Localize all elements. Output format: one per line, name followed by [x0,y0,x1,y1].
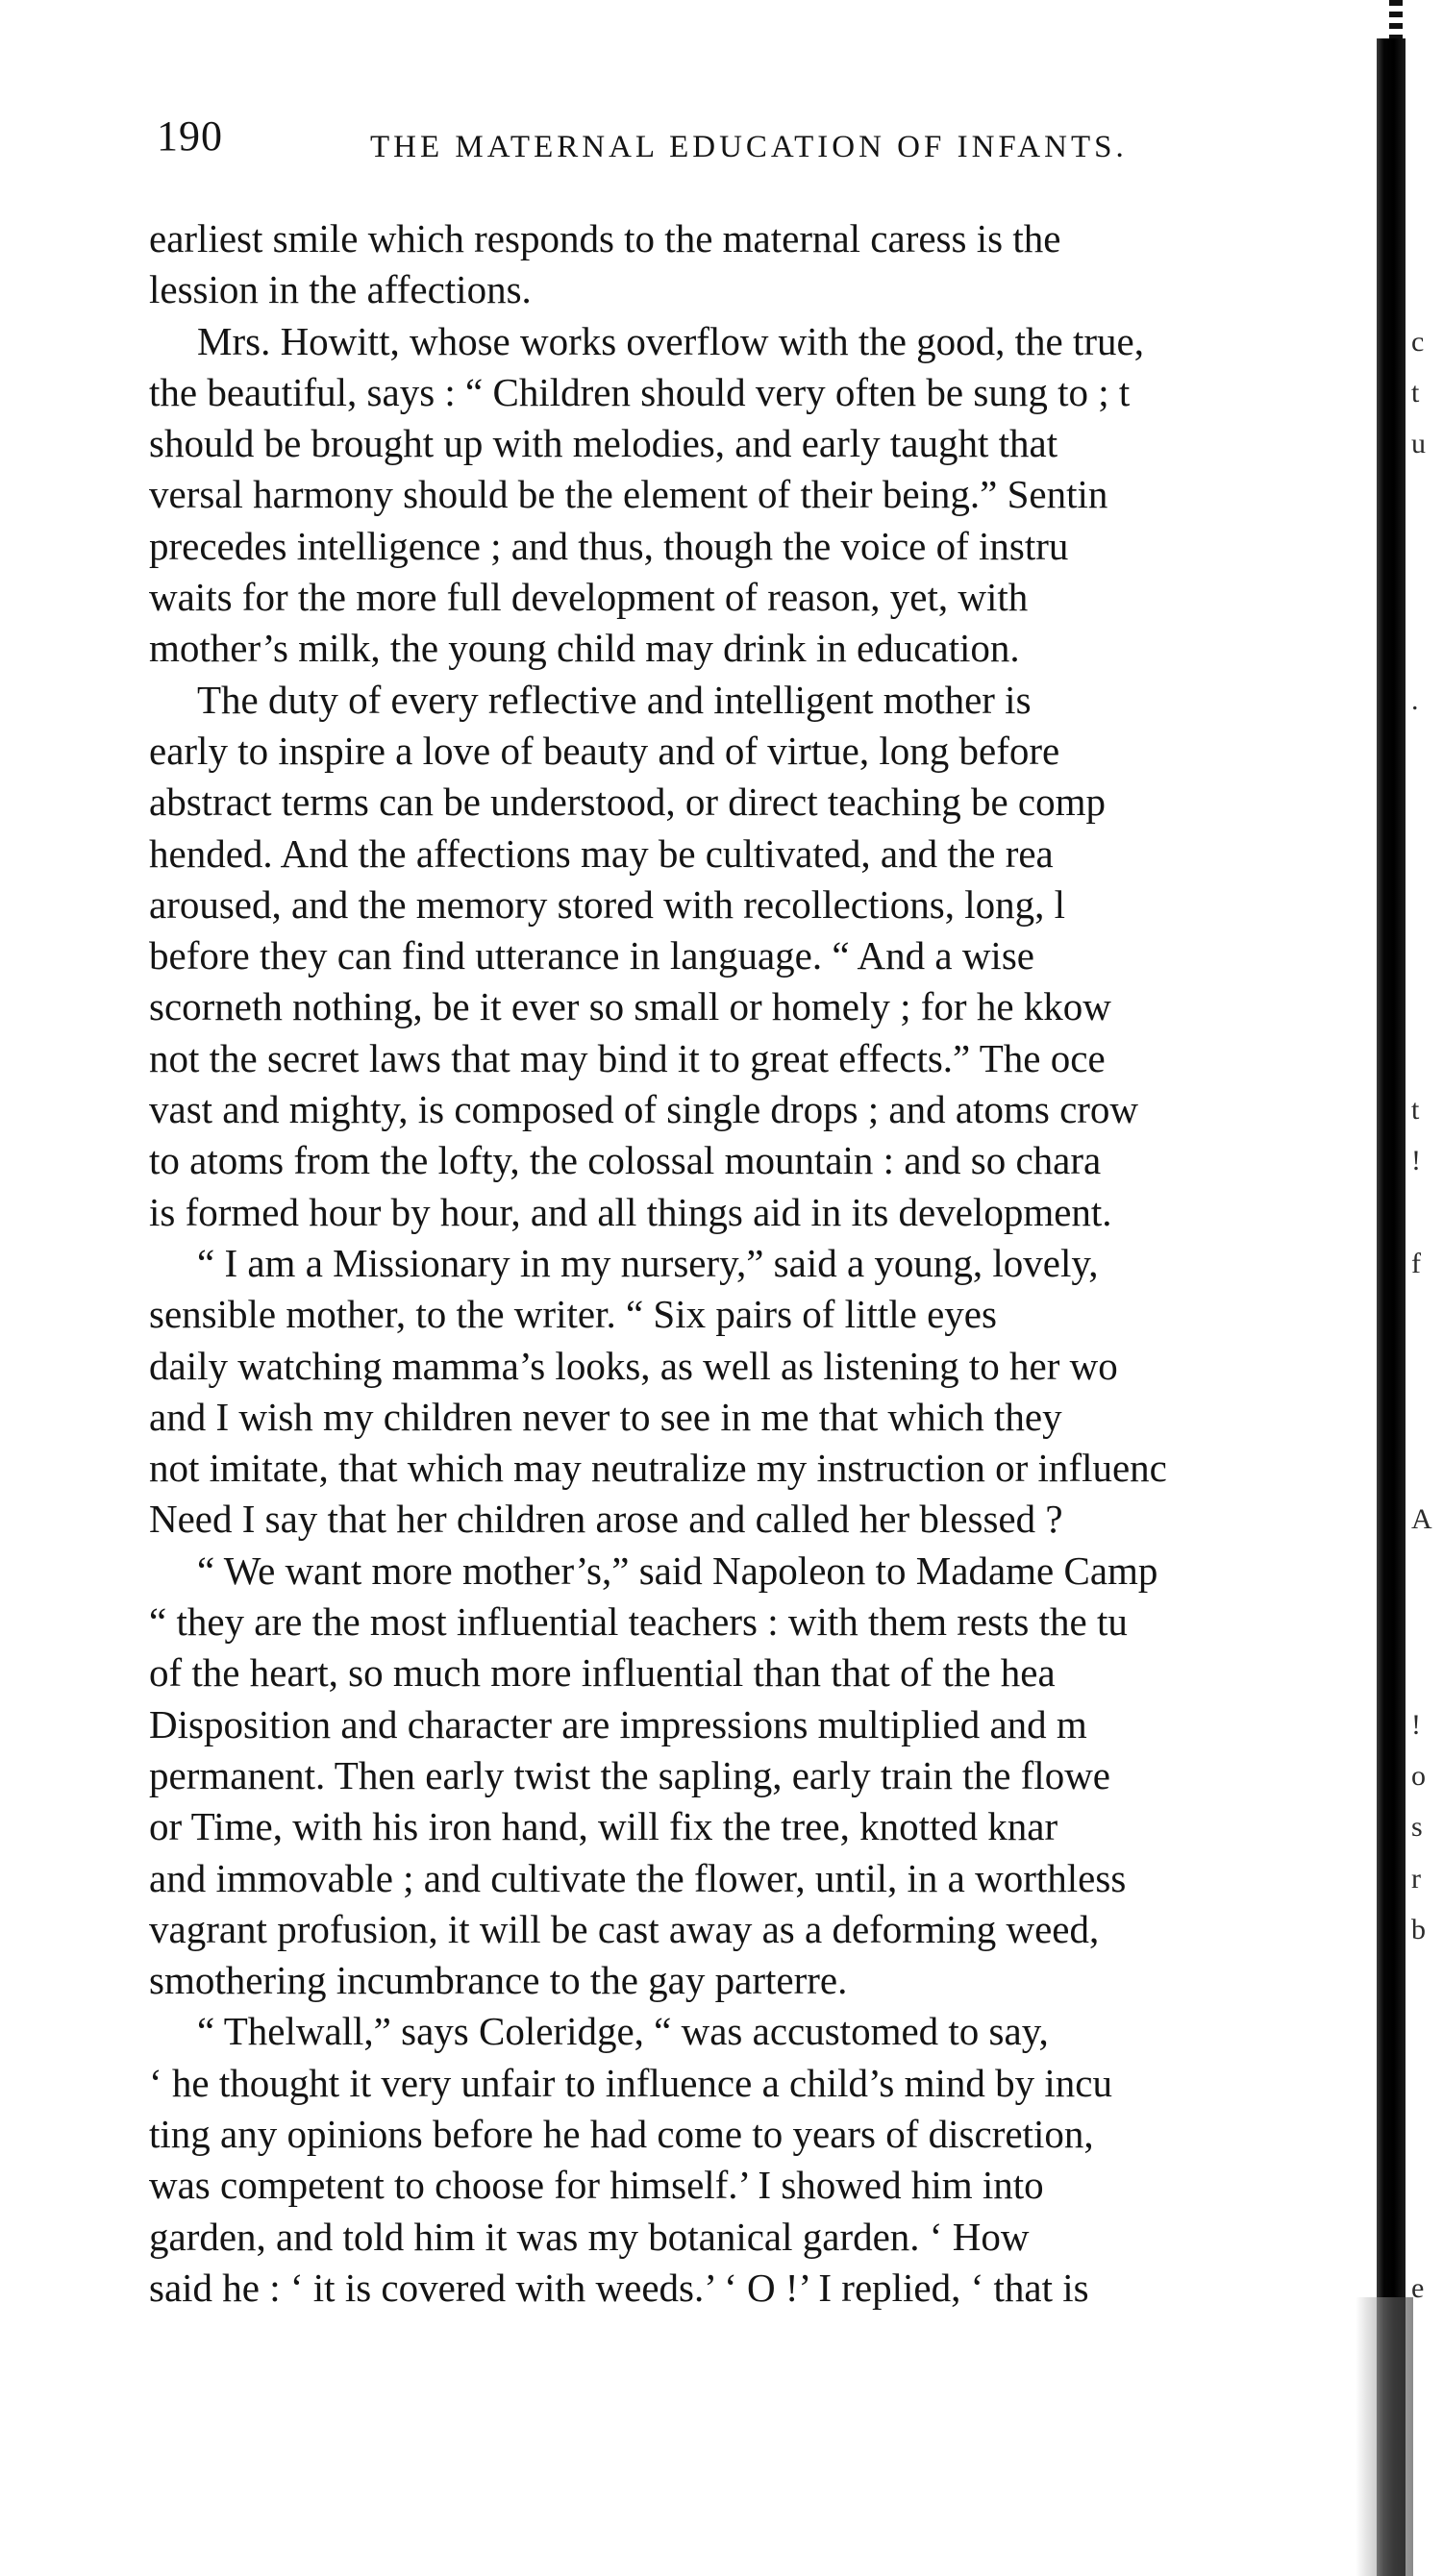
edge-fragment [1411,213,1443,264]
text-line: “ I am a Missionary in my nursery,” said a young, lovely, [197,1240,1099,1285]
edge-fragment: e [1411,2271,1425,2304]
text-line: ting any opinions before he had come to years of discretion, [149,2111,1094,2156]
text-line: “ We want more mother’s,” said Napoleon to Madame Camp [197,1548,1158,1593]
edge-fragment [1411,521,1443,572]
text-line: not imitate, that which may neutralize my instruction or influenc [149,1446,1167,1491]
edge-fragment [1411,1647,1443,1698]
edge-fragment [1411,1341,1443,1392]
edge-fragment [1411,930,1443,981]
edge-fragment [1411,2212,1443,2263]
text-line: versal harmony should be the element of their being.” Sentin [149,472,1108,517]
edge-fragment: o [1411,1759,1426,1792]
edge-fragment: u [1411,428,1426,460]
text-line: is formed hour by hour, and all things aid in its development. [149,1189,1112,1234]
text-line: aroused, and the memory stored with recollections, long, l [149,881,1066,927]
text-line: should be brought up with melodies, and early taught that [149,421,1058,466]
edge-fragment [1411,1443,1443,1494]
text-line: Mrs. Howitt, whose works overflow with the good, the true, [197,318,1145,363]
edge-fragment: f [1411,1247,1421,1279]
text-line: was competent to choose for himself.’ I showed him into [149,2163,1044,2208]
text-line: and immovable ; and cultivate the flower, until, in a worthless [149,1855,1127,1900]
edge-fragment [1411,2160,1443,2211]
edge-fragment: . [1411,683,1419,716]
text-line: vast and mighty, is composed of single drops ; and atoms crow [149,1087,1139,1132]
text-line: and I wish my children never to see in me that which they [149,1394,1062,1439]
text-line: precedes intelligence ; and thus, though the voice of instru [149,523,1069,568]
edge-fragment [1411,469,1443,520]
edge-fragment [1411,2006,1443,2057]
edge-fragment: r [1411,1862,1421,1895]
text-line: “ they are the most influential teachers : with them rests the tu [149,1599,1128,1645]
text-line: lession in the affections. [149,267,532,312]
text-line: waits for the more full development of reason, yet, with [149,575,1029,620]
edge-fragment [1411,1392,1443,1443]
edge-fragment [1411,264,1443,315]
edge-fragment [1411,777,1443,828]
edge-fragment [1411,572,1443,623]
page-number: 190 [157,112,223,160]
text-line: garden, and told him it was my botanical garden. ‘ How [149,2214,1030,2259]
edge-fragment [1411,1187,1443,1238]
edge-fragment: c [1411,325,1425,358]
edge-fragment [1411,1546,1443,1597]
binding-shadow-fade [1356,2297,1413,2576]
edge-fragment [1411,623,1443,674]
text-line: the beautiful, says : “ Children should very often be sung to ; t [149,369,1131,414]
text-line: earliest smile which responds to the maternal caress is the [149,216,1061,260]
edge-fragment [1411,879,1443,930]
edge-fragment: t [1411,1094,1420,1127]
edge-fragment [1411,2109,1443,2160]
edge-fragment [1411,726,1443,777]
edge-fragment [1411,981,1443,1032]
gutter-edge-fragments [1411,213,1443,2314]
binding-shadow [1377,38,1406,2576]
text-line: mother’s milk, the young child may drink in education. [149,626,1020,671]
text-line: smothering incumbrance to the gay parterre. [149,1958,848,2003]
edge-fragment: ! [1411,1145,1421,1177]
text-line: hended. And the affections may be cultivated, and the rea [149,830,1054,876]
edge-fragment [1411,829,1443,879]
text-line: to atoms from the lofty, the colossal mountain : and so chara [149,1138,1102,1183]
text-line: Need I say that her children arose and called her blessed ? [149,1497,1063,1542]
running-head: THE MATERNAL EDUCATION OF INFANTS. [370,130,1128,164]
text-line: not the secret laws that may bind it to great effects.” The oce [149,1035,1106,1080]
text-line: scorneth nothing, be it ever so small or homely ; for he kkow [149,984,1111,1029]
text-line: “ Thelwall,” says Coleridge, “ was accustomed to say, [197,2009,1049,2054]
text-line: ‘ he thought it very unfair to influence a child’s mind by incu [149,2060,1112,2105]
edge-fragment [1411,1955,1443,2006]
text-line: before they can find utterance in language. “ And a wise [149,933,1034,978]
text-line: vagrant profusion, it will be cast away as a deforming weed, [149,1906,1100,1951]
text-line: sensible mother, to the writer. “ Six pairs of little eyes [149,1292,997,1337]
text-line: permanent. Then early twist the sapling, early train the flowe [149,1752,1110,1797]
edge-fragment: ! [1411,1708,1421,1741]
edge-fragment [1411,1033,1443,1084]
text-line: said he : ‘ it is covered with weeds.’ ‘ O !’ I replied, ‘ that is [149,2265,1089,2310]
text-line: daily watching mamma’s looks, as well as listening to her wo [149,1343,1118,1388]
edge-fragment [1411,1597,1443,1647]
text-line: Disposition and character are impressions multiplied and m [149,1701,1087,1746]
body-text [149,213,1375,2314]
text-line: early to inspire a love of beauty and of virtue, long before [149,728,1060,773]
edge-fragment: s [1411,1811,1423,1844]
edge-fragment: t [1411,376,1420,409]
edge-fragment [1411,1289,1443,1340]
edge-fragment: b [1411,1913,1426,1945]
text-line: The duty of every reflective and intelligent mother is [197,677,1032,722]
edge-fragment: A [1411,1503,1432,1536]
text-line: abstract terms can be understood, or direct teaching be comp [149,780,1107,825]
edge-fragment [1411,2058,1443,2109]
text-line: of the heart, so much more influential than that of the hea [149,1650,1056,1696]
text-line: or Time, with his iron hand, will fix the tree, knotted knar [149,1804,1058,1849]
